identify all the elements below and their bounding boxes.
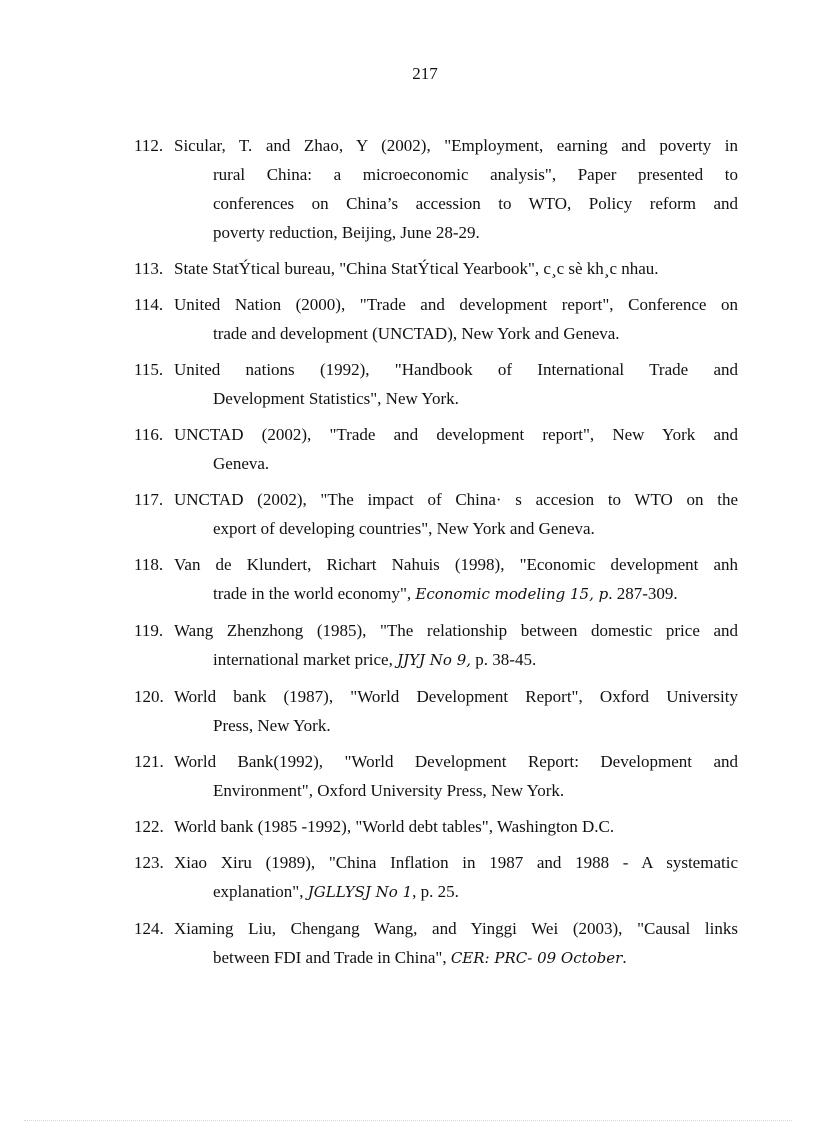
reference-text <box>174 616 738 675</box>
reference-source-italic: CER: PRC- 09 October <box>450 949 623 967</box>
reference-number: 124. <box>134 919 164 938</box>
reference-line <box>174 160 738 189</box>
reference-source-italic: JGLLYSJ No 1 <box>307 883 413 901</box>
reference-text-segment: . 287-309. <box>608 584 678 603</box>
reference-text-segment: export of developing countries", New York and Geneva. <box>213 519 595 538</box>
reference-number: 121. <box>134 752 164 771</box>
reference-item <box>134 616 738 675</box>
reference-item <box>134 747 738 805</box>
reference-text-segment: Geneva. <box>213 454 270 473</box>
footer-divider <box>24 1120 792 1121</box>
reference-line <box>174 682 738 711</box>
reference-item <box>134 355 738 413</box>
reference-text-segment: explanation", <box>213 882 308 901</box>
reference-list <box>134 131 738 980</box>
reference-line <box>174 514 738 543</box>
reference-number: 115. <box>134 360 164 379</box>
reference-text <box>174 812 738 841</box>
reference-item <box>134 914 738 973</box>
reference-text-segment: United nations (1992), "Handbook of International Trade and <box>174 360 738 379</box>
reference-text-segment: UNCTAD (2002), "Trade and development report", New York and <box>174 425 738 444</box>
reference-line <box>174 711 738 740</box>
reference-text <box>174 550 738 609</box>
reference-line <box>174 355 738 384</box>
reference-line <box>174 485 738 514</box>
reference-number: 122. <box>134 817 164 836</box>
reference-line <box>174 449 738 478</box>
reference-item <box>134 848 738 907</box>
reference-item <box>134 682 738 740</box>
reference-line <box>174 290 738 319</box>
reference-text-segment: World bank (1987), "World Development Report", Oxford University <box>174 687 738 706</box>
reference-line <box>174 616 738 645</box>
reference-item <box>134 550 738 609</box>
reference-text-segment: trade and development (UNCTAD), New York and Geneva. <box>213 324 620 343</box>
reference-text <box>174 131 738 247</box>
reference-text <box>174 290 738 348</box>
reference-text-segment: Environment", Oxford University Press, New York. <box>213 781 565 800</box>
reference-text-segment: World bank (1985 -1992), "World debt tables", Washington D.C. <box>174 817 615 836</box>
reference-text <box>174 848 738 907</box>
reference-item <box>134 290 738 348</box>
reference-text-segment: , p. 25. <box>412 882 459 901</box>
reference-text <box>174 420 738 478</box>
reference-number: 117. <box>134 490 164 509</box>
reference-line <box>174 384 738 413</box>
reference-line <box>174 747 738 776</box>
reference-text-segment: State StatÝtical bureau, "China StatÝtical Yearbook", c¸c sè kh¸c nhau. <box>174 259 659 278</box>
reference-text-segment: Van de Klundert, Richart Nahuis (1998), "Economic development anh <box>174 555 738 574</box>
reference-text-segment: Press, New York. <box>213 716 331 735</box>
reference-line <box>174 218 738 247</box>
reference-text-segment: p. 38-45. <box>471 650 537 669</box>
reference-text-segment: UNCTAD (2002), "The impact of China· s accesion to WTO on the <box>174 490 738 509</box>
reference-text-segment: international market price, <box>213 650 398 669</box>
reference-line <box>174 877 738 907</box>
reference-text-segment: rural China: a microeconomic analysis", Paper presented to <box>213 165 738 184</box>
reference-line <box>174 812 738 841</box>
reference-text-segment: conferences on China’s accession to WTO, Policy reform and <box>213 194 738 213</box>
reference-number: 112. <box>134 136 164 155</box>
reference-text <box>174 355 738 413</box>
reference-number: 116. <box>134 425 164 444</box>
reference-text-segment: poverty reduction, Beijing, June 28-29. <box>213 223 480 242</box>
reference-line <box>174 189 738 218</box>
reference-line <box>174 579 738 609</box>
reference-line <box>174 420 738 449</box>
reference-item <box>134 131 738 247</box>
reference-text <box>174 485 738 543</box>
reference-item <box>134 420 738 478</box>
reference-text <box>174 747 738 805</box>
reference-text-segment: United Nation (2000), "Trade and development report", Conference on <box>174 295 738 314</box>
reference-text <box>174 682 738 740</box>
reference-text-segment: trade in the world economy", <box>213 584 416 603</box>
reference-text-segment: Xiaming Liu, Chengang Wang, and Yinggi Wei (2003), "Causal links <box>174 919 738 938</box>
reference-text-segment: . <box>622 948 627 967</box>
reference-source-italic: Economic modeling 15, p <box>415 585 609 603</box>
reference-number: 118. <box>134 555 164 574</box>
reference-line <box>174 943 738 973</box>
reference-number: 114. <box>134 295 164 314</box>
reference-item <box>134 254 738 283</box>
reference-line <box>174 131 738 160</box>
reference-text-segment: Xiao Xiru (1989), "China Inflation in 1987 and 1988 - A systematic <box>174 853 738 872</box>
reference-item <box>134 812 738 841</box>
reference-line <box>174 254 738 283</box>
reference-line <box>174 848 738 877</box>
reference-number: 123. <box>134 853 164 872</box>
page-number: 217 <box>412 64 438 83</box>
reference-text-segment: Development Statistics", New York. <box>213 389 459 408</box>
reference-text <box>174 914 738 973</box>
reference-line <box>174 550 738 579</box>
reference-line <box>174 776 738 805</box>
reference-source-italic: JJYJ No 9, <box>397 651 472 669</box>
reference-number: 113. <box>134 259 164 278</box>
reference-text-segment: Wang Zhenzhong (1985), "The relationship between domestic price and <box>174 621 738 640</box>
reference-text-segment: World Bank(1992), "World Development Report: Development and <box>174 752 738 771</box>
reference-text-segment: Sicular, T. and Zhao, Y (2002), "Employment, earning and poverty in <box>174 136 738 155</box>
reference-number: 119. <box>134 621 164 640</box>
reference-item <box>134 485 738 543</box>
reference-line <box>174 914 738 943</box>
reference-text <box>174 254 738 283</box>
reference-number: 120. <box>134 687 164 706</box>
reference-text-segment: between FDI and Trade in China", <box>213 948 451 967</box>
reference-line <box>174 645 738 675</box>
reference-line <box>174 319 738 348</box>
